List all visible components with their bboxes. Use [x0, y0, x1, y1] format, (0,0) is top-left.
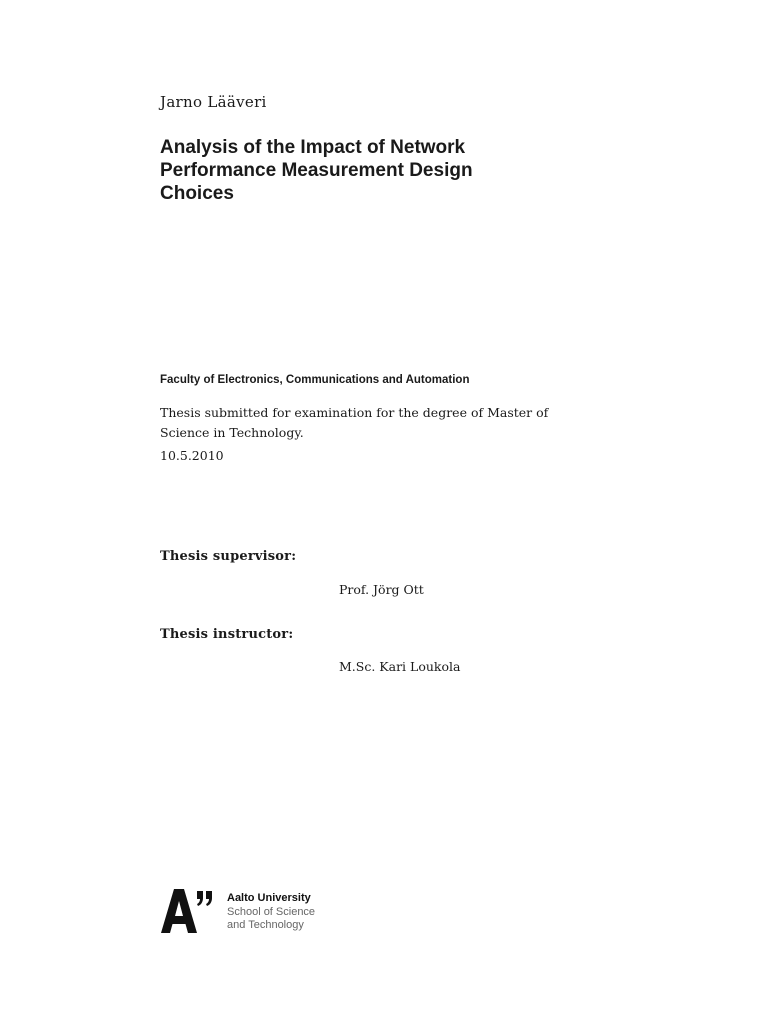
thesis-title-line: Performance Measurement Design	[160, 160, 473, 181]
submission-line: Science in Technology.	[160, 425, 304, 440]
submission-statement	[160, 403, 549, 443]
aalto-logo-mark-icon	[161, 889, 213, 933]
thesis-title-line: Choices	[160, 183, 234, 204]
instructor-label: Thesis instructor:	[160, 627, 294, 642]
author-name: Jarno Lääveri	[160, 93, 267, 111]
submission-date: 10.5.2010	[160, 448, 224, 463]
logo-wordmark	[227, 892, 315, 933]
thesis-title	[160, 136, 580, 205]
instructor-name: M.Sc. Kari Loukola	[339, 659, 461, 674]
logo-school-name: and Technology	[227, 919, 304, 931]
logo-school-name: School of Science	[227, 905, 316, 918]
aalto-university-logo	[161, 889, 361, 939]
supervisor-name: Prof. Jörg Ott	[339, 582, 424, 597]
logo-university-name: Aalto University	[227, 892, 311, 904]
supervisor-label: Thesis supervisor:	[160, 549, 297, 564]
submission-line: Thesis submitted for examination for the degree of Master of	[160, 405, 549, 420]
thesis-title-line: Analysis of the Impact of Network	[160, 137, 466, 158]
faculty-name: Faculty of Electronics, Communications and Automation	[160, 374, 470, 386]
